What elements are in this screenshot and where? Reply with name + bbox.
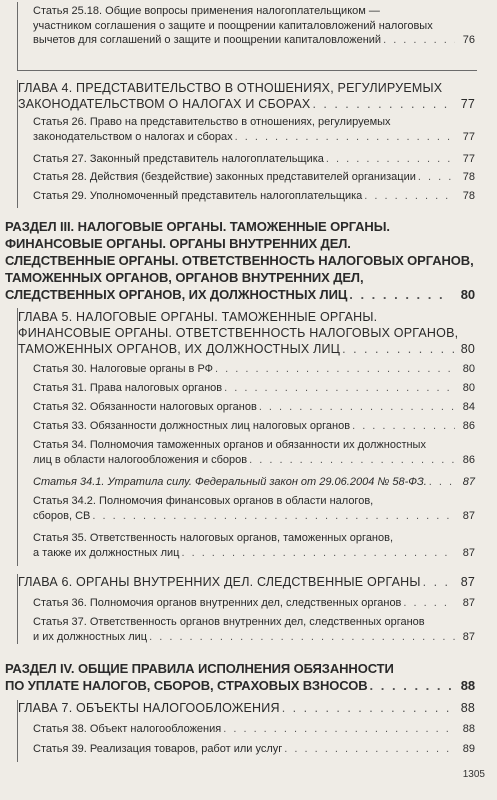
entry-page-number: 78 [462,190,475,202]
entry-last-line [18,700,475,716]
toc-article-entry [33,742,475,757]
entry-last-line [5,677,475,694]
toc-section-entry [5,218,475,303]
dot-leader [215,362,455,377]
toc-section-entry [5,660,475,694]
entry-title-line: Статья 34. Полномочия таможенных органов и обязанности их должностных [33,439,426,451]
toc-article-entry [33,170,475,185]
entry-page-number: 80 [460,342,475,356]
dot-leader [364,189,455,204]
entry-last-line [33,130,475,145]
entry-last-line [18,96,475,112]
dot-leader [418,170,455,185]
entry-last-line [33,400,475,415]
toc-article-entry [33,115,475,144]
bracket-line [17,2,18,70]
dot-leader [383,33,455,48]
entry-title-line: Статья 37. Ответственность органов внутренних дел, следственных органов [33,616,425,628]
dot-leader [326,152,455,167]
entry-page-number: 80 [462,363,475,375]
entry-title-line: Статья 38. Объект налогообложения [33,723,222,735]
entry-title-line: Статья 31. Права налоговых органов [33,382,223,394]
entry-page-number: 89 [462,743,475,755]
entry-last-line [5,286,475,303]
toc-article-entry [33,189,475,204]
toc-article-entry [33,615,475,644]
entry-title-line: участником соглашения о защите и поощрении капиталовложений налоговых [33,19,433,32]
entry-title-line: сборов, СВ [33,509,91,522]
entry-page-number: 78 [462,171,475,183]
dot-leader [149,630,455,645]
dot-leader [370,677,451,694]
toc-article-entry [33,475,475,490]
dot-leader [282,700,455,716]
toc-chapter-entry [18,574,475,590]
bracket-line [17,700,18,762]
entry-title-line: Статья 25.18. Общие вопросы применения налогоплательщиком — [33,5,380,17]
entry-page-number: 86 [462,453,475,466]
entry-title-line: СЛЕДСТВЕННЫЕ ОРГАНЫ. ОТВЕТСТВЕННОСТЬ НАЛОГОВЫХ ОРГАНОВ, [5,253,474,268]
entry-last-line [33,722,475,737]
entry-last-line [33,630,475,645]
entry-title-line: Статья 28. Действия (бездействие) законных представителей организации [33,171,416,183]
dot-leader [423,574,455,590]
entry-title-line: РАЗДЕЛ III. НАЛОГОВЫЕ ОРГАНЫ. ТАМОЖЕННЫЕ ОРГАНЫ. [5,219,390,234]
dot-leader [342,341,455,357]
entry-title-line: Статья 33. Обязанности должностных лиц налоговых органов [33,420,351,432]
toc-chapter-entry [18,700,475,716]
entry-last-line [33,419,475,434]
entry-page-number: 87 [462,630,475,643]
bracket-line [17,80,18,208]
toc-article-entry [33,722,475,737]
entry-last-line [33,362,475,377]
entry-title-line: Статья 39. Реализация товаров, работ или услуг [33,743,283,755]
entry-page-number: 76 [462,34,475,46]
entry-last-line [33,189,475,204]
entry-title-line: а также их должностных лиц [33,546,180,559]
dot-leader [259,400,455,415]
entry-title-line: законодательством о налогах и сборах [33,130,233,143]
page-number: 1305 [462,769,485,780]
dot-leader [284,742,455,757]
entry-last-line [33,33,475,48]
entry-title-line: Статья 26. Право на представительство в отношениях, регулируемых [33,116,391,128]
entry-page-number: 80 [460,287,475,302]
entry-title-line: ТАМОЖЕННЫХ ОРГАНОВ, ОРГАНОВ ВНУТРЕННИХ ДЕЛ, [5,270,364,285]
entry-page-number: 77 [462,130,475,143]
entry-page-number: 87 [462,509,475,522]
entry-title-line: вычетов для соглашений о защите и поощрении капиталовложений [33,34,382,46]
dot-leader [224,381,455,396]
bracket-line [17,574,18,644]
entry-page-number: 88 [460,701,475,715]
dot-leader [249,453,455,468]
entry-title-line: Статья 34.1. Утратила силу. Федеральный закон от 29.06.2004 № 58-ФЗ. [33,476,427,488]
entry-last-line [33,453,475,468]
entry-title-line: Статья 27. Законный представитель налогоплательщика [33,153,324,165]
dot-leader [92,509,455,524]
entry-last-line [18,574,475,590]
entry-last-line [33,381,475,396]
toc-article-entry [33,152,475,167]
entry-title-line: ГЛАВА 5. НАЛОГОВЫЕ ОРГАНЫ. ТАМОЖЕННЫЕ ОРГАНЫ. [18,310,378,324]
toc-article-entry [33,531,475,560]
entry-title-line: ФИНАНСОВЫЕ ОРГАНЫ. ОРГАНЫ ВНУТРЕННИХ ДЕЛ. [5,236,351,251]
entry-page-number: 87 [460,575,475,589]
entry-title-line: и их должностных лиц [33,630,148,643]
toc-chapter-entry [18,80,475,112]
toc-article-entry [33,362,475,377]
entry-page-number: 87 [462,546,475,559]
entry-title-line: СЛЕДСТВЕННЫХ ОРГАНОВ, ИХ ДОЛЖНОСТНЫХ ЛИЦ [5,287,348,302]
entry-title-line: ГЛАВА 7. ОБЪЕКТЫ НАЛОГООБЛОЖЕНИЯ [18,701,280,715]
entry-title-line: Статья 34.2. Полномочия финансовых органов в области налогов, [33,495,374,507]
dot-leader [403,596,455,611]
bracket-line [17,308,18,566]
entry-title-line: ПО УПЛАТЕ НАЛОГОВ, СБОРОВ, СТРАХОВЫХ ВЗНОСОВ [5,678,368,693]
entry-last-line [33,475,475,490]
entry-page-number: 77 [460,97,475,111]
entry-last-line [33,170,475,185]
entry-page-number: 77 [462,153,475,165]
entry-title-line: Статья 36. Полномочия органов внутренних дел, следственных органов [33,597,402,609]
toc-article-entry [33,438,475,467]
toc-chapter-entry [18,309,475,357]
dot-leader [429,475,455,490]
entry-title-line: ТАМОЖЕННЫХ ОРГАНОВ, ИХ ДОЛЖНОСТНЫХ ЛИЦ [18,342,341,356]
dot-leader [352,419,455,434]
dot-leader [235,130,455,145]
entry-title-line: Статья 35. Ответственность налоговых органов, таможенных органов, [33,532,394,544]
dot-leader [223,722,455,737]
entry-last-line [33,596,475,611]
entry-page-number: 84 [462,401,475,413]
entry-last-line [33,742,475,757]
toc-article-entry [33,400,475,415]
entry-title-line: Статья 30. Налоговые органы в РФ [33,363,214,375]
entry-title-line: ЗАКОНОДАТЕЛЬСТВОМ О НАЛОГАХ И СБОРАХ [18,97,311,111]
entry-title-line: РАЗДЕЛ IV. ОБЩИЕ ПРАВИЛА ИСПОЛНЕНИЯ ОБЯЗАННОСТИ [5,661,394,676]
dot-leader [181,546,455,561]
toc-article-entry [33,419,475,434]
entry-last-line [33,546,475,561]
entry-page-number: 80 [462,382,475,394]
entry-page-number: 88 [460,678,475,693]
entry-title-line: ГЛАВА 4. ПРЕДСТАВИТЕЛЬСТВО В ОТНОШЕНИЯХ, РЕГУЛИРУЕМЫХ [18,81,443,95]
entry-last-line [18,341,475,357]
entry-page-number: 87 [462,476,475,488]
toc-article-entry [33,381,475,396]
entry-last-line [33,152,475,167]
toc-article-entry [33,596,475,611]
entry-last-line [33,509,475,524]
entry-page-number: 86 [462,420,475,432]
entry-page-number: 88 [462,723,475,735]
toc-article-entry [33,494,475,523]
dot-leader [349,286,451,303]
entry-page-number: 87 [462,597,475,609]
entry-title-line: Статья 32. Обязанности налоговых органов [33,401,257,413]
entry-title-line: ФИНАНСОВЫЕ ОРГАНЫ. ОТВЕТСТВЕННОСТЬ НАЛОГОВЫХ ОРГАНОВ, [18,326,459,340]
entry-title-line: лиц в области налогообложения и сборов [33,453,248,466]
dot-leader [312,96,455,112]
toc-article-entry [33,4,475,48]
entry-title-line: ГЛАВА 6. ОРГАНЫ ВНУТРЕННИХ ДЕЛ. СЛЕДСТВЕННЫЕ ОРГАНЫ [18,575,421,589]
bracket-line [17,70,477,71]
entry-title-line: Статья 29. Уполномоченный представитель налогоплательщика [33,190,363,202]
